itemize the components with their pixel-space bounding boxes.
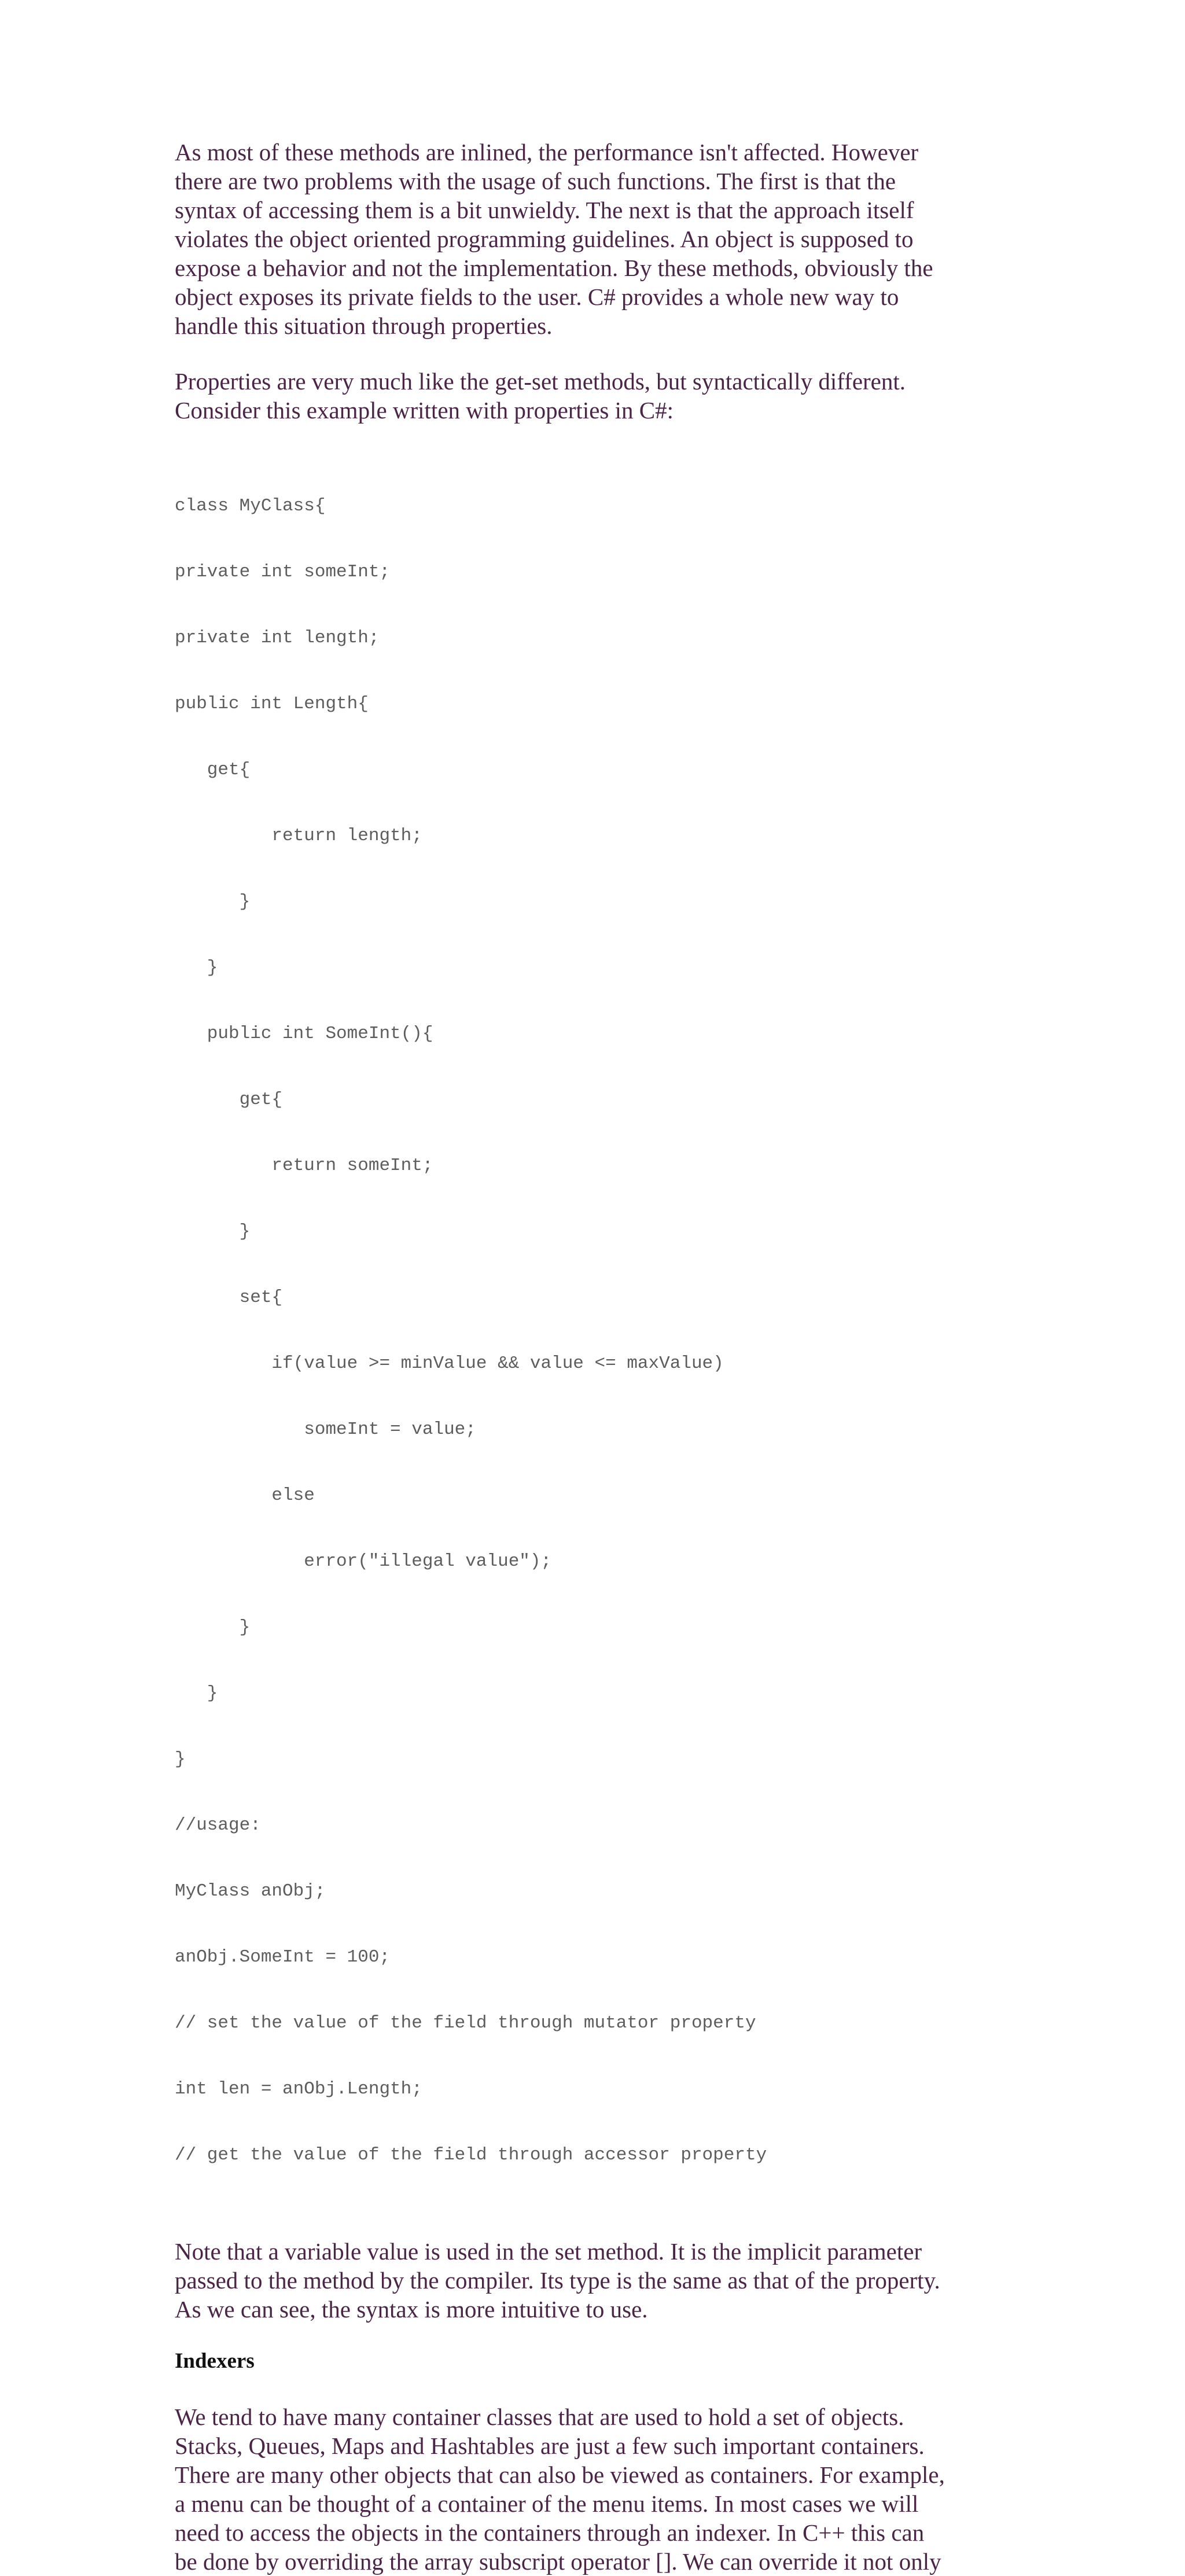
text-line: handle this situation through properties. [175, 312, 553, 339]
code-line: public int Length{ [175, 694, 369, 714]
text-line: there are two problems with the usage of such functions. The first is that the [175, 168, 896, 194]
code-line: return someInt; [175, 1155, 433, 1176]
code-line: //usage: [175, 1815, 261, 1835]
section-heading-indexers: Indexers [175, 2349, 255, 2373]
document-page [175, 138, 1020, 2576]
text-line: Properties are very much like the get-set methods, but syntactically different. [175, 368, 906, 395]
code-line: anObj.SomeInt = 100; [175, 1947, 391, 1967]
paragraph-indexers [175, 2402, 1020, 2576]
code-line: MyClass anObj; [175, 1881, 326, 1901]
code-line: get{ [175, 1090, 283, 1110]
code-line: if(value >= minValue && value <= maxValue) [175, 1353, 724, 1374]
code-line: // set the value of the field through mutator property [175, 2013, 756, 2033]
code-line: return length; [175, 826, 422, 846]
text-line: As we can see, the syntax is more intuitive to use. [175, 2296, 648, 2323]
text-line: a menu can be thought of a container of the menu items. In most cases we will [175, 2490, 919, 2517]
text-line: We tend to have many container classes that are used to hold a set of objects. [175, 2404, 904, 2430]
text-line: syntax of accessing them is a bit unwieldy. The next is that the approach itself [175, 197, 914, 223]
text-line: There are many other objects that can also be viewed as containers. For example, [175, 2461, 945, 2488]
code-line: } [175, 1617, 251, 1637]
text-line: As most of these methods are inlined, the performance isn't affected. However [175, 139, 919, 165]
code-line: } [175, 1749, 186, 1769]
text-line: need to access the objects in the containers through an indexer. In C++ this can [175, 2519, 925, 2546]
code-line: // get the value of the field through accessor property [175, 2145, 767, 2165]
paragraph-implicit-value [175, 2237, 1020, 2324]
code-line: someInt = value; [175, 1419, 476, 1440]
text-line: be done by overriding the array subscript operator []. We can override it not only [175, 2548, 941, 2575]
text-line: object exposes its private fields to the user. C# provides a whole new way to [175, 284, 899, 310]
code-line: } [175, 1683, 218, 1703]
text-line: Consider this example written with properties in C#: [175, 397, 674, 424]
code-line: } [175, 1221, 251, 1242]
text-line: violates the object oriented programming guidelines. An object is supposed to [175, 226, 914, 252]
code-line: else [175, 1485, 315, 1506]
paragraph-performance [175, 138, 1020, 340]
code-line: } [175, 958, 218, 978]
code-line: private int someInt; [175, 562, 391, 582]
code-line: class MyClass{ [175, 496, 326, 516]
code-line: } [175, 892, 251, 912]
code-line: get{ [175, 760, 251, 780]
code-line: set{ [175, 1287, 283, 1308]
code-line: error("illegal value"); [175, 1551, 552, 1572]
text-line: passed to the method by the compiler. Its type is the same as that of the property. [175, 2267, 940, 2294]
code-line: int len = anObj.Length; [175, 2079, 422, 2099]
code-block [175, 451, 1020, 2210]
code-line: private int length; [175, 628, 380, 648]
text-line: Stacks, Queues, Maps and Hashtables are just a few such important containers. [175, 2433, 925, 2459]
code-line: public int SomeInt(){ [175, 1024, 433, 1044]
text-line: Note that a variable value is used in the set method. It is the implicit parameter [175, 2238, 922, 2265]
text-line: expose a behavior and not the implementation. By these methods, obviously the [175, 255, 933, 281]
paragraph-properties-intro [175, 367, 1020, 425]
